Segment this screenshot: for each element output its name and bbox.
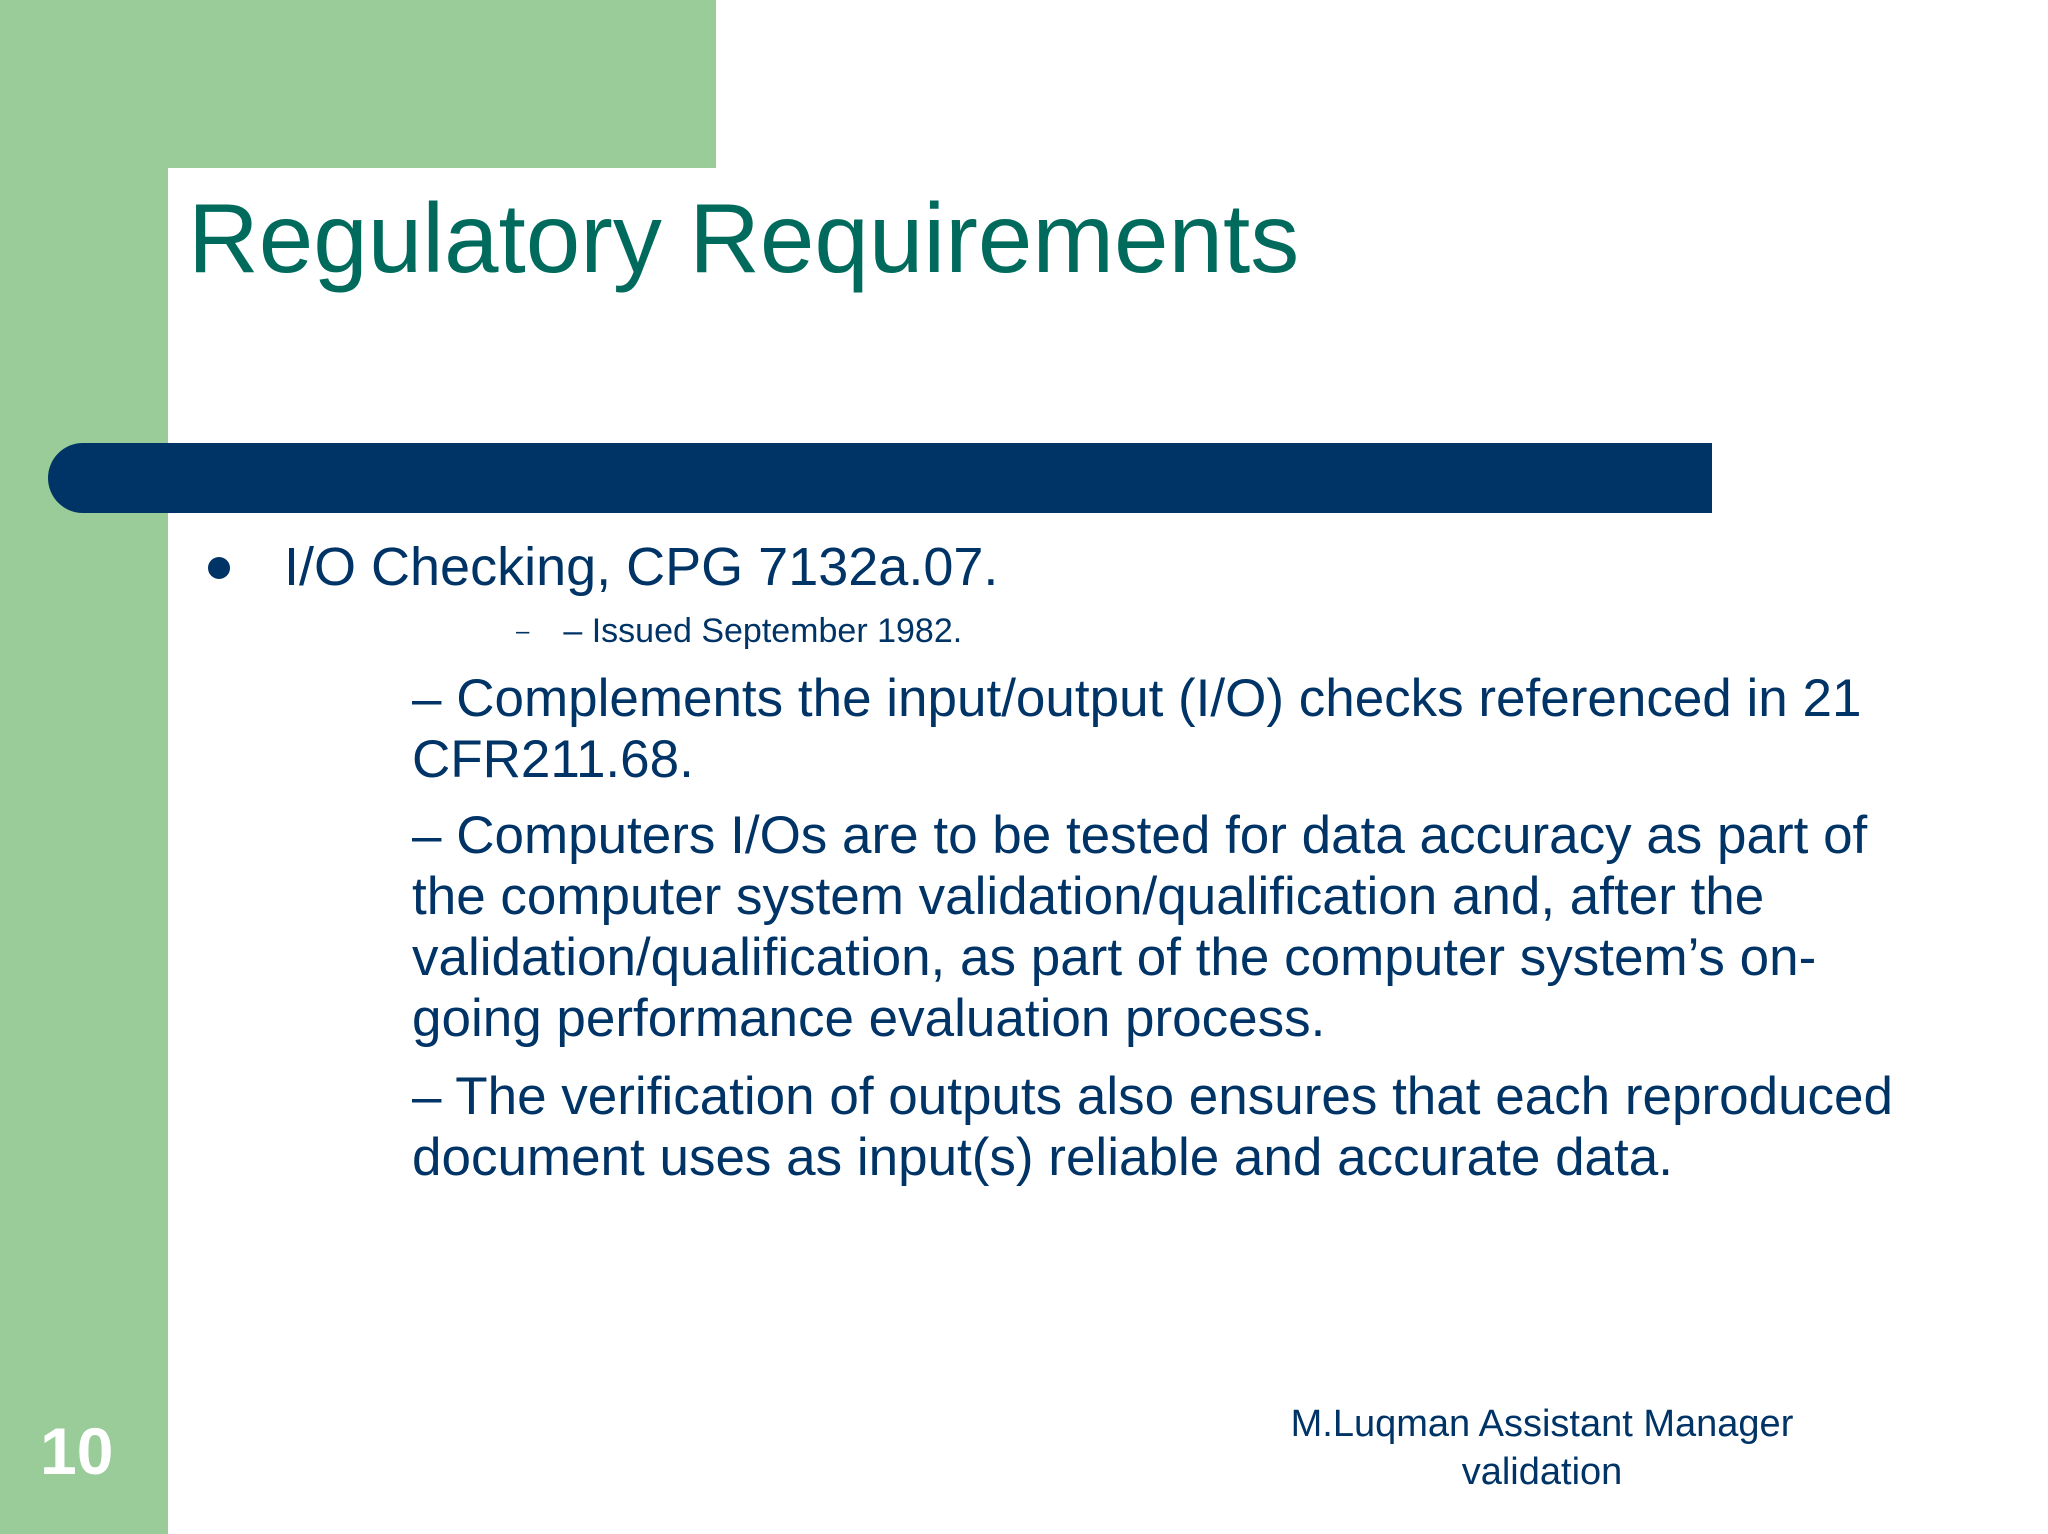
sub-bullet-text: – Issued September 1982. bbox=[563, 612, 963, 650]
footer-line-1: M.Luqman Assistant Manager bbox=[1290, 1403, 1794, 1445]
title-divider-bar bbox=[48, 443, 1712, 513]
sub-bullet-dash: – bbox=[516, 617, 530, 645]
sub-bullet-issued bbox=[516, 612, 962, 651]
bullet-text: I/O Checking, CPG 7132a.07. bbox=[284, 537, 999, 597]
green-left-band bbox=[0, 0, 168, 1534]
paragraph-complements: – Complements the input/output (I/O) checks referenced in 21 CFR211.68. bbox=[412, 669, 1862, 789]
footer-line-2: validation bbox=[1461, 1451, 1623, 1493]
paragraph-verification: – The verification of outputs also ensures that each reproduced document uses as input(s) reliable and accurate data. bbox=[412, 1067, 1893, 1187]
paragraph-computers-ios: – Computers I/Os are to be tested for data accuracy as part of the computer system validation/qualification and, after the validation/qualification, as part of the computer system’s on-going performance evaluation process. bbox=[412, 806, 1868, 1048]
bullet-item bbox=[208, 538, 998, 597]
slide-number: 10 bbox=[40, 1414, 114, 1488]
bullet-dot-icon bbox=[208, 557, 230, 579]
footer-author bbox=[1192, 1400, 1892, 1496]
slide-title: Regulatory Requirements bbox=[188, 183, 1300, 293]
